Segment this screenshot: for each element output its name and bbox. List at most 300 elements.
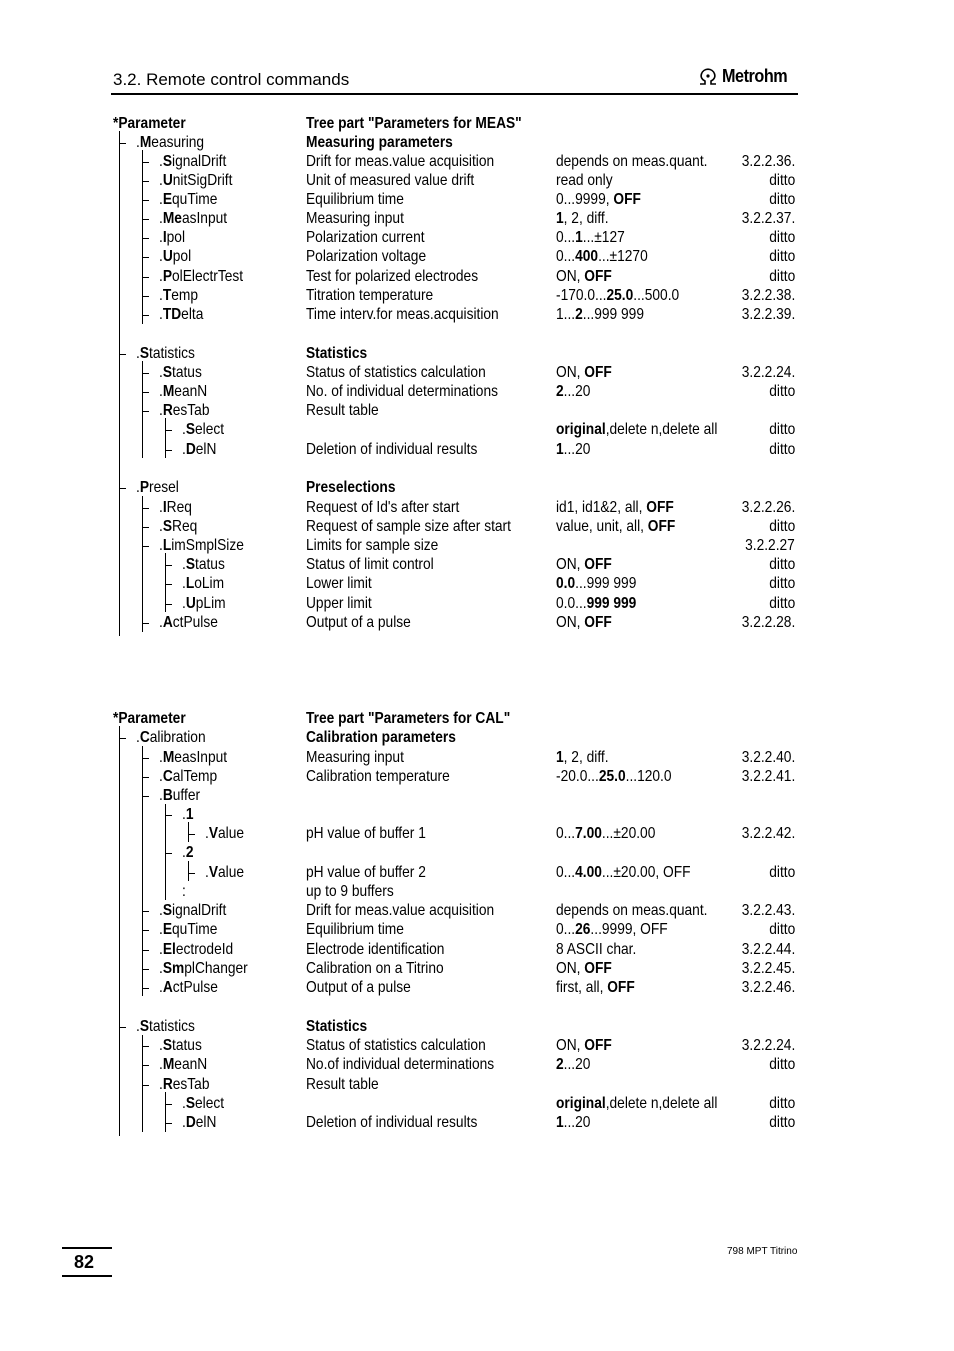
parameter-name xyxy=(159,786,200,805)
parameter-values-segment: OFF xyxy=(607,979,635,996)
parameter-description xyxy=(306,940,444,959)
parameter-name-segment: pLim xyxy=(195,595,226,612)
parameter-description-segment: Polarization voltage xyxy=(306,248,427,265)
parameter-name-segment: A xyxy=(162,979,173,996)
parameter-name-segment: . xyxy=(159,768,163,785)
parameter-name-segment: V xyxy=(208,864,219,881)
tree-row xyxy=(0,978,954,997)
parameter-name-segment: alibration xyxy=(149,729,206,746)
tree-row xyxy=(0,1036,954,1055)
parameter-name xyxy=(182,1113,216,1132)
parameter-values-segment: OFF xyxy=(584,1037,612,1054)
parameter-name-segment: imSmplSize xyxy=(171,537,244,554)
parameter-values-segment: ...±127 xyxy=(582,229,625,246)
parameter-name-segment: I xyxy=(162,499,167,516)
parameter-name-segment: U xyxy=(185,595,196,612)
parameter-values-segment: 4.00 xyxy=(575,864,602,881)
parameter-name-segment: . xyxy=(159,229,163,246)
parameter-name-segment: Me xyxy=(162,210,182,227)
parameter-description xyxy=(306,767,450,786)
section-reference: ditto xyxy=(768,441,795,458)
parameter-values-segment: 0.0... xyxy=(556,595,587,612)
parameter-name-segment: S xyxy=(162,364,173,381)
parameter-name-segment: . xyxy=(182,421,186,438)
footer-bottom-rule xyxy=(62,1275,112,1277)
parameter-name-segment: . xyxy=(182,806,186,823)
parameter-description-segment: Result table xyxy=(306,1076,379,1093)
parameter-values-segment: , 2, diff. xyxy=(563,210,609,227)
parameter-name-segment: . xyxy=(159,499,163,516)
parameter-name-segment: R xyxy=(162,1076,173,1093)
parameter-values xyxy=(556,1055,590,1074)
parameter-name-segment: ectrodeId xyxy=(175,941,234,958)
parameter-name xyxy=(182,882,186,901)
parameter-values-segment: 0... xyxy=(556,229,576,246)
parameter-name xyxy=(182,843,193,862)
parameter-description-segment: Request of Id's after start xyxy=(306,499,460,516)
parameter-name-segment: . xyxy=(159,268,163,285)
parameter-name-segment: T xyxy=(162,287,172,304)
parameter-description-segment: Output of a pulse xyxy=(306,614,411,631)
parameter-values-segment: original xyxy=(556,1095,606,1112)
parameter-name-segment: M xyxy=(139,134,152,151)
parameter-values-segment: ...9999, OFF xyxy=(590,921,668,938)
section-reference: 3.2.2.38. xyxy=(741,287,795,304)
parameter-name-segment: U xyxy=(162,248,173,265)
footer-rule xyxy=(62,1247,112,1249)
parameter-name-segment: . xyxy=(159,979,163,996)
parameter-name-segment: *Parameter xyxy=(113,115,186,132)
parameter-name-segment: P xyxy=(139,479,150,496)
section-reference: 3.2.2.37. xyxy=(741,210,795,227)
parameter-description-segment: pH value of buffer 1 xyxy=(306,825,426,842)
parameter-description xyxy=(306,1017,367,1036)
parameter-name-segment: S xyxy=(185,1095,196,1112)
parameter-name-segment: S xyxy=(162,518,173,535)
parameter-description-segment: Calibration on a Titrino xyxy=(306,960,444,977)
parameter-values xyxy=(556,1094,717,1113)
parameter-name-segment: elect xyxy=(195,421,225,438)
parameter-description-segment: Calibration temperature xyxy=(306,768,450,785)
parameter-description-segment: Tree part "Parameters for MEAS" xyxy=(306,115,522,132)
section-reference: 3.2.2.26. xyxy=(741,499,795,516)
parameter-values-segment: 25.0 xyxy=(606,287,634,304)
parameter-description xyxy=(306,882,394,901)
parameter-name-segment: pol xyxy=(172,248,192,265)
parameter-description-segment: Measuring input xyxy=(306,210,404,227)
parameter-name-segment: . xyxy=(159,364,163,381)
parameter-values-segment: ...500.0 xyxy=(633,287,680,304)
section-reference: 3.2.2.40. xyxy=(741,749,795,766)
tree-row xyxy=(0,920,954,939)
parameter-name-segment: . xyxy=(159,749,163,766)
parameter-name-segment: . xyxy=(159,153,163,170)
parameter-name xyxy=(113,709,186,728)
parameter-name-segment: U xyxy=(162,172,173,189)
parameter-name xyxy=(182,805,193,824)
parameter-description xyxy=(306,1075,379,1094)
parameter-description xyxy=(306,824,426,843)
tree-row xyxy=(0,748,954,767)
parameter-name-segment: El xyxy=(162,941,176,958)
parameter-name-segment: . xyxy=(159,787,163,804)
parameter-name-segment: emp xyxy=(171,287,199,304)
parameter-name-segment: . xyxy=(205,864,209,881)
parameter-name-segment: tatistics xyxy=(149,345,195,362)
parameter-name-segment: . xyxy=(159,902,163,919)
parameter-name xyxy=(159,1055,207,1074)
parameter-description-segment: Calibration parameters xyxy=(306,729,456,746)
tree-row xyxy=(0,843,954,862)
parameter-name xyxy=(205,824,244,843)
parameter-values-segment: 1 xyxy=(556,210,564,227)
tree-row xyxy=(0,1075,954,1094)
parameter-values xyxy=(556,863,691,882)
parameter-values-segment: 2 xyxy=(556,1056,564,1073)
parameter-values-segment: ...20 xyxy=(563,1114,591,1131)
parameter-name-segment: E xyxy=(162,191,173,208)
parameter-name xyxy=(159,1075,209,1094)
tree-row xyxy=(0,901,954,920)
parameter-name-segment: S xyxy=(185,556,196,573)
parameter-values-segment: OFF xyxy=(613,191,641,208)
parameter-values-segment: OFF xyxy=(584,364,612,381)
parameter-name-segment: . xyxy=(182,556,186,573)
parameter-name-segment: M xyxy=(162,1056,175,1073)
parameter-name-segment: plChanger xyxy=(184,960,248,977)
parameter-name xyxy=(159,748,227,767)
parameter-description-segment: Request of sample size after start xyxy=(306,518,511,535)
parameter-name-segment: alue xyxy=(218,825,245,842)
tree-row xyxy=(0,1017,954,1036)
parameter-name-segment: . xyxy=(159,210,163,227)
tree-row xyxy=(0,1094,954,1113)
section-reference: ditto xyxy=(768,268,795,285)
parameter-description-segment: Equilibrium time xyxy=(306,921,404,938)
parameter-name-segment: Sm xyxy=(162,960,185,977)
parameter-values-segment: ON, xyxy=(556,1037,585,1054)
parameter-name-segment: easInput xyxy=(174,749,228,766)
parameter-description xyxy=(306,748,404,767)
parameter-values-segment: 0... xyxy=(556,248,576,265)
parameter-values-segment: OFF xyxy=(646,499,674,516)
parameter-description-segment: Status of statistics calculation xyxy=(306,1037,486,1054)
parameter-values-segment: OFF xyxy=(584,268,612,285)
parameter-values-segment: first, all, xyxy=(556,979,608,996)
parameter-name-segment: . xyxy=(159,248,163,265)
parameter-values-segment: ON, xyxy=(556,614,585,631)
parameter-name-segment: . xyxy=(182,441,186,458)
parameter-values-segment: depends on meas.quant. xyxy=(556,902,708,919)
parameter-values xyxy=(556,901,707,920)
parameter-description xyxy=(306,863,426,882)
parameter-name-segment: . xyxy=(182,1095,186,1112)
parameter-name-segment: alue xyxy=(218,864,245,881)
parameter-description xyxy=(306,1036,486,1055)
parameter-name-segment: C xyxy=(139,729,150,746)
parameter-name-segment: TD xyxy=(162,306,182,323)
section-reference: 3.2.2.45. xyxy=(741,960,795,977)
parameter-values-segment: ON, xyxy=(556,268,585,285)
parameter-name-segment: D xyxy=(185,1114,196,1131)
parameter-values-segment: ...999 999 xyxy=(575,575,637,592)
parameter-name-segment: M xyxy=(162,749,175,766)
parameter-name-segment: Req xyxy=(166,499,192,516)
parameter-name-segment: C xyxy=(162,768,173,785)
section-reference: 3.2.2.43. xyxy=(741,902,795,919)
section-reference: 3.2.2.24. xyxy=(741,1037,795,1054)
parameter-values-segment: ...20 xyxy=(563,1056,591,1073)
parameter-name-segment: . xyxy=(159,1037,163,1054)
tree-row xyxy=(0,767,954,786)
section-reference: 3.2.2.44. xyxy=(741,941,795,958)
parameter-name-segment: S xyxy=(162,1037,173,1054)
parameter-values-segment: 1... xyxy=(556,306,576,323)
parameter-name-segment: alTemp xyxy=(172,768,218,785)
parameter-values-segment: 0... xyxy=(556,921,576,938)
parameter-description-segment: Time interv.for meas.acquisition xyxy=(306,306,499,323)
parameter-name-segment: . xyxy=(182,1114,186,1131)
parameter-values xyxy=(556,920,668,939)
parameter-name-segment: . xyxy=(159,537,163,554)
parameter-values-segment: read only xyxy=(556,172,613,189)
parameter-name-segment: ignalDrift xyxy=(172,902,227,919)
parameter-name-segment: uffer xyxy=(172,787,201,804)
parameter-description-segment: Tree part "Parameters for CAL" xyxy=(306,710,511,727)
parameter-values-segment: -20.0... xyxy=(556,768,599,785)
parameter-values-segment: ...120.0 xyxy=(625,768,672,785)
parameter-description-segment: Preselections xyxy=(306,479,396,496)
section-reference: ditto xyxy=(768,1056,795,1073)
section-reference: ditto xyxy=(768,518,795,535)
parameter-name-segment: E xyxy=(162,921,173,938)
parameter-description-segment: Measuring parameters xyxy=(306,134,453,151)
section-reference: ditto xyxy=(768,575,795,592)
tree-row xyxy=(0,1113,954,1132)
parameter-values-segment: 999 999 xyxy=(586,595,637,612)
section-reference: 3.2.2.27 xyxy=(745,537,795,554)
section-reference: ditto xyxy=(768,229,795,246)
parameter-description xyxy=(306,901,494,920)
tree-row xyxy=(0,786,954,805)
parameter-name xyxy=(159,1036,202,1055)
parameter-name-segment: eanN xyxy=(174,1056,208,1073)
parameter-values-segment: ...20 xyxy=(563,383,591,400)
parameter-name-segment: . xyxy=(159,191,163,208)
parameter-values-segment: -170.0... xyxy=(556,287,607,304)
parameter-description-segment: Status of limit control xyxy=(306,556,434,573)
parameter-name-segment: . xyxy=(159,383,163,400)
parameter-description-segment: pH value of buffer 2 xyxy=(306,864,426,881)
parameter-name-segment: S xyxy=(162,153,173,170)
parameter-name-segment: . xyxy=(182,595,186,612)
parameter-name xyxy=(182,1094,224,1113)
parameter-description-segment: Drift for meas.value acquisition xyxy=(306,902,495,919)
parameter-values-segment: depends on meas.quant. xyxy=(556,153,708,170)
parameter-description-segment: Titration temperature xyxy=(306,287,434,304)
parameter-description-segment: Deletion of individual results xyxy=(306,1114,478,1131)
section-reference: 3.2.2.46. xyxy=(741,979,795,996)
section-reference: ditto xyxy=(768,921,795,938)
parameter-name-segment: V xyxy=(208,825,219,842)
section-reference: ditto xyxy=(768,1114,795,1131)
parameter-values-segment: 1 xyxy=(575,229,583,246)
parameter-name-segment: . xyxy=(159,287,163,304)
parameter-name-segment: 2 xyxy=(185,844,194,861)
parameter-name-segment: Req xyxy=(172,518,198,535)
parameter-name-segment: L xyxy=(185,575,195,592)
parameter-name-segment: nitSigDrift xyxy=(172,172,233,189)
tree-row xyxy=(0,863,954,882)
parameter-description-segment: No. of individual determinations xyxy=(306,383,498,400)
parameter-description-segment: Statistics xyxy=(306,345,368,362)
parameter-values-segment: OFF xyxy=(584,960,612,977)
parameter-name xyxy=(159,767,217,786)
parameter-name-segment: B xyxy=(162,787,173,804)
parameter-name-segment: . xyxy=(159,941,163,958)
parameter-name-segment: S xyxy=(185,421,196,438)
parameter-name-segment: R xyxy=(162,402,173,419)
parameter-values xyxy=(556,1113,590,1132)
parameter-values-segment: 0...9999, xyxy=(556,191,614,208)
parameter-values-segment: ,delete n,delete all xyxy=(605,1095,718,1112)
parameter-name-segment: ctPulse xyxy=(172,614,218,631)
parameter-description xyxy=(306,959,444,978)
product-name: 798 MPT Titrino xyxy=(727,1246,798,1257)
parameter-name-segment: . xyxy=(159,518,163,535)
parameter-name-segment: tatus xyxy=(172,1037,202,1054)
parameter-values-segment: 26 xyxy=(575,921,591,938)
section-reference: ditto xyxy=(768,556,795,573)
parameter-values-segment: ...±20.00, OFF xyxy=(601,864,691,881)
parameter-description xyxy=(306,1055,494,1074)
parameter-description-segment: Status of statistics calculation xyxy=(306,364,486,381)
parameter-values-segment: ...±20.00 xyxy=(601,825,656,842)
parameter-name-segment: I xyxy=(162,229,167,246)
parameter-description xyxy=(306,1113,477,1132)
parameter-name-segment: tatus xyxy=(172,364,202,381)
section-reference: 3.2.2.41. xyxy=(741,768,795,785)
parameter-values-segment: OFF xyxy=(584,556,612,573)
parameter-name-segment: . xyxy=(159,306,163,323)
parameter-name-segment: 1 xyxy=(185,806,194,823)
section-reference: ditto xyxy=(768,421,795,438)
page-number: 82 xyxy=(74,1252,95,1272)
parameter-name-segment: P xyxy=(162,268,173,285)
parameter-values-segment: , 2, diff. xyxy=(563,749,609,766)
parameter-name-segment: elta xyxy=(181,306,204,323)
parameter-description-segment: Result table xyxy=(306,402,379,419)
parameter-values-segment: 0... xyxy=(556,825,576,842)
parameter-values-segment: ...20 xyxy=(563,441,591,458)
parameter-description-segment: No.of individual determinations xyxy=(306,1056,495,1073)
parameter-name-segment: S xyxy=(139,345,150,362)
brand-name: Metrohm xyxy=(722,66,788,86)
parameter-name-segment: olElectrTest xyxy=(172,268,244,285)
tree-row xyxy=(0,882,954,901)
parameter-values-segment: original xyxy=(556,421,606,438)
parameter-name-segment: S xyxy=(139,1018,150,1035)
section-reference: ditto xyxy=(768,595,795,612)
parameter-values-segment: ...±1270 xyxy=(598,248,648,265)
tree-row xyxy=(0,709,954,728)
parameter-values-segment: ,delete n,delete all xyxy=(605,421,718,438)
parameter-name-segment: quTime xyxy=(172,921,218,938)
parameter-values-segment: 7.00 xyxy=(575,825,602,842)
parameter-description-segment: Electrode identification xyxy=(306,941,445,958)
parameter-name-segment: *Parameter xyxy=(113,710,186,727)
parameter-values xyxy=(556,959,612,978)
parameter-values-segment: id1, id1&2, all, xyxy=(556,499,647,516)
section-reference: ditto xyxy=(768,383,795,400)
parameter-values-segment: ON, xyxy=(556,556,585,573)
parameter-description-segment: Output of a pulse xyxy=(306,979,411,996)
parameter-values-segment: 1 xyxy=(556,749,564,766)
parameter-values xyxy=(556,767,672,786)
parameter-description-segment: Drift for meas.value acquisition xyxy=(306,153,495,170)
parameter-name-segment: : xyxy=(182,883,186,900)
parameter-name-segment: . xyxy=(182,844,186,861)
parameter-name xyxy=(136,1017,195,1036)
parameter-description-segment: Equilibrium time xyxy=(306,191,404,208)
parameter-name-segment: . xyxy=(159,614,163,631)
parameter-description-segment: Statistics xyxy=(306,1018,368,1035)
parameter-values-segment: ...999 999 xyxy=(582,306,644,323)
parameter-values-segment: 0... xyxy=(556,864,576,881)
parameter-name-segment: . xyxy=(159,1076,163,1093)
parameter-values xyxy=(556,1036,612,1055)
parameter-name-segment: . xyxy=(136,134,140,151)
parameter-name-segment: . xyxy=(136,345,140,362)
parameter-values-segment: ON, xyxy=(556,960,585,977)
parameter-name-segment: resel xyxy=(149,479,179,496)
tree-row xyxy=(0,824,954,843)
parameter-name xyxy=(159,901,226,920)
section-reference: 3.2.2.24. xyxy=(741,364,795,381)
tree-row xyxy=(0,805,954,824)
parameter-values-segment: OFF xyxy=(647,518,676,535)
parameter-name-segment: oLim xyxy=(194,575,225,592)
parameter-name-segment: L xyxy=(162,537,172,554)
parameter-values-segment: 8 ASCII char. xyxy=(556,941,637,958)
parameter-values xyxy=(556,748,609,767)
parameter-values-segment: 0.0 xyxy=(556,575,576,592)
section-reference: 3.2.2.28. xyxy=(741,614,795,631)
parameter-name xyxy=(205,863,244,882)
parameter-values xyxy=(556,978,635,997)
section-reference: 3.2.2.39. xyxy=(741,306,795,323)
parameter-description-segment: Unit of measured value drift xyxy=(306,172,475,189)
section-reference: ditto xyxy=(768,864,795,881)
parameter-description xyxy=(306,920,404,939)
parameter-name-segment: tatistics xyxy=(149,1018,195,1035)
parameter-name-segment: . xyxy=(159,960,163,977)
section-heading: 3.2. Remote control commands xyxy=(113,70,350,89)
parameter-values-segment: 25.0 xyxy=(598,768,626,785)
section-reference: 3.2.2.36. xyxy=(741,153,795,170)
parameter-name-segment: . xyxy=(136,729,140,746)
parameter-values xyxy=(556,824,655,843)
section-reference: ditto xyxy=(768,1095,795,1112)
parameter-name-segment: elN xyxy=(195,441,217,458)
parameter-name-segment: ctPulse xyxy=(172,979,218,996)
parameter-description-segment: Deletion of individual results xyxy=(306,441,478,458)
parameter-description xyxy=(306,728,456,747)
parameter-name-segment: asInput xyxy=(181,210,228,227)
tree-row xyxy=(0,940,954,959)
section-reference: 3.2.2.42. xyxy=(741,825,795,842)
parameter-name-segment: . xyxy=(182,575,186,592)
